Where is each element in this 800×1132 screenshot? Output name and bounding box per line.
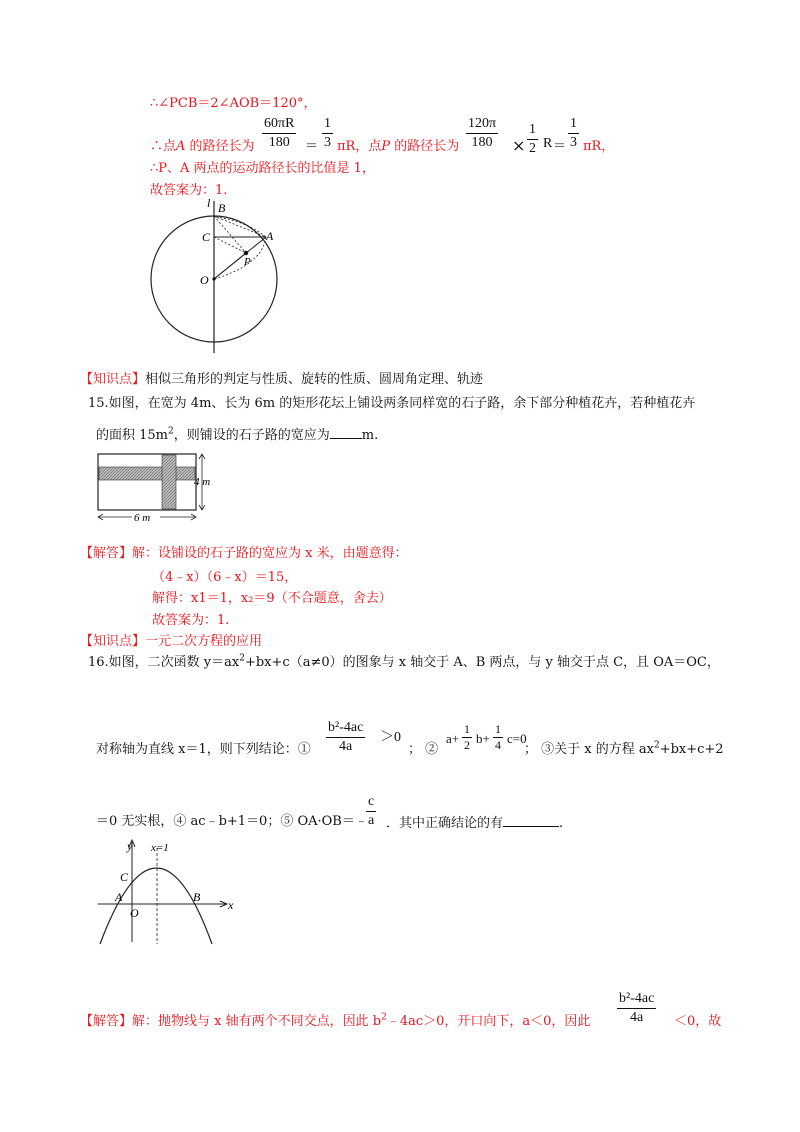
height-label: 4 m — [194, 476, 211, 488]
label-p: P — [244, 256, 251, 268]
width-label: 6 m — [134, 512, 151, 524]
conclusion-5-fraction: $\frac{c}{a}$ — [368, 794, 375, 828]
parabola-figure — [96, 838, 246, 948]
problem-16-line3-b: ．其中正确结论的有 . — [386, 816, 564, 831]
fraction-one-third-b: $\frac{1}{3}$ — [570, 116, 577, 150]
step-path-length: ∴点A 的路径长为 — [150, 139, 255, 154]
fraction-60piR-over-180: $\frac{60\pi R}{180}$ — [264, 116, 295, 150]
problem-15-stem: 15.如图，在宽为 4m、长为 6m 的矩形花坛上铺设两条同样宽的石子路，余下部分种植花卉，若种植花卉 — [88, 396, 696, 411]
problem-16-stem: 16.如图，二次函数 $y=ax^2+bx+c(a\ne 0)$的图象与 x 轴交于 A、B 两点，与 y 轴交于点 C，且 OA＝OC， — [88, 653, 720, 670]
answer-blank[interactable] — [330, 426, 362, 439]
label-point-b: B — [193, 890, 201, 904]
garden-figure — [92, 450, 222, 530]
conclusion-1-fraction: $\frac{\text{b²-4ac}}{4a}$ — [328, 720, 364, 754]
step-answer: 故答案为：1. — [150, 183, 228, 198]
label-l: l — [207, 196, 211, 210]
circle-rotation-figure — [150, 195, 290, 355]
problem-16-conclusion-3: ； ③关于 x 的方程 $ax^2+bx+c+2$ — [524, 740, 724, 757]
problem-16-conclusions-a: 对称轴为直线 x＝1，则下列结论：① — [96, 742, 311, 757]
label-c: C — [202, 230, 211, 244]
answer-16-line1-end: ＜0，故 — [674, 1014, 722, 1029]
problem-16-sep-1: ； ② — [408, 742, 439, 757]
radius-r: R — [543, 136, 553, 151]
knowledge-point-14: 【知识点】相似三角形的判定与性质、旋转的性质、圆周角定理、轨迹 — [80, 372, 484, 387]
label-axis-of-symmetry: x=1 — [151, 842, 169, 854]
answer-blank-16[interactable] — [503, 814, 559, 827]
label-x-axis: x — [228, 898, 234, 912]
path-length-text-p: πR，点P 的路径长为 — [337, 139, 460, 154]
equals-sign: ＝ — [305, 139, 319, 154]
answer-15-line3: 解得：x1＝1，x₂＝9（不合题意，舍去） — [152, 591, 392, 606]
label-a: A — [266, 229, 274, 243]
step-ratio: ∴P、A 两点的运动路径长的比值是 1， — [150, 161, 375, 176]
label-b: B — [218, 201, 226, 215]
label-point-c: C — [120, 870, 129, 884]
answer-15-line1: 【解答】解：设铺设的石子路的宽应为 x 米，由题意得： — [80, 546, 408, 561]
times-sign: × — [512, 136, 526, 155]
label-o: O — [200, 273, 209, 287]
label-origin: O — [130, 906, 139, 920]
fraction-one-half: $\frac{1}{2}$ — [529, 122, 536, 156]
conclusion-1-gt: ＞0 — [380, 730, 401, 745]
answer-16-fraction: $\frac{\text{b²-4ac}}{4a}$ — [619, 991, 655, 1025]
answer-15-line4: 故答案为：1. — [152, 613, 230, 628]
problem-16-line3: ＝0 无实根，④ ac﹣b+1＝0；⑤ OA·OB＝﹣ — [96, 814, 368, 829]
answer-15-line2: （4﹣x）（6﹣x）＝15， — [152, 570, 298, 585]
knowledge-point-15: 【知识点】一元二次方程的应用 — [80, 634, 263, 649]
path-length-end: πR， — [583, 139, 615, 154]
fraction-one-third-a: $\frac{1}{3}$ — [324, 116, 331, 150]
label-point-a: A — [115, 890, 123, 904]
fraction-120pi-over-180: $\frac{120\pi}{180}$ — [468, 116, 497, 150]
label-y-axis: y — [127, 839, 133, 853]
problem-15-stem-2: 的面积 $15m^2$，则铺设的石子路的宽应为 m. — [96, 426, 379, 443]
answer-16-line1: 【解答】解：抛物线与 x 轴有两个不同交点，因此 $b^2﹣4ac>0$，开口向下，a＜0，因此 — [80, 1012, 591, 1029]
equals-sign-2: ＝ — [553, 139, 567, 154]
step-angle-pcb: ∴∠PCB＝2∠AOB＝120°， — [150, 96, 317, 111]
